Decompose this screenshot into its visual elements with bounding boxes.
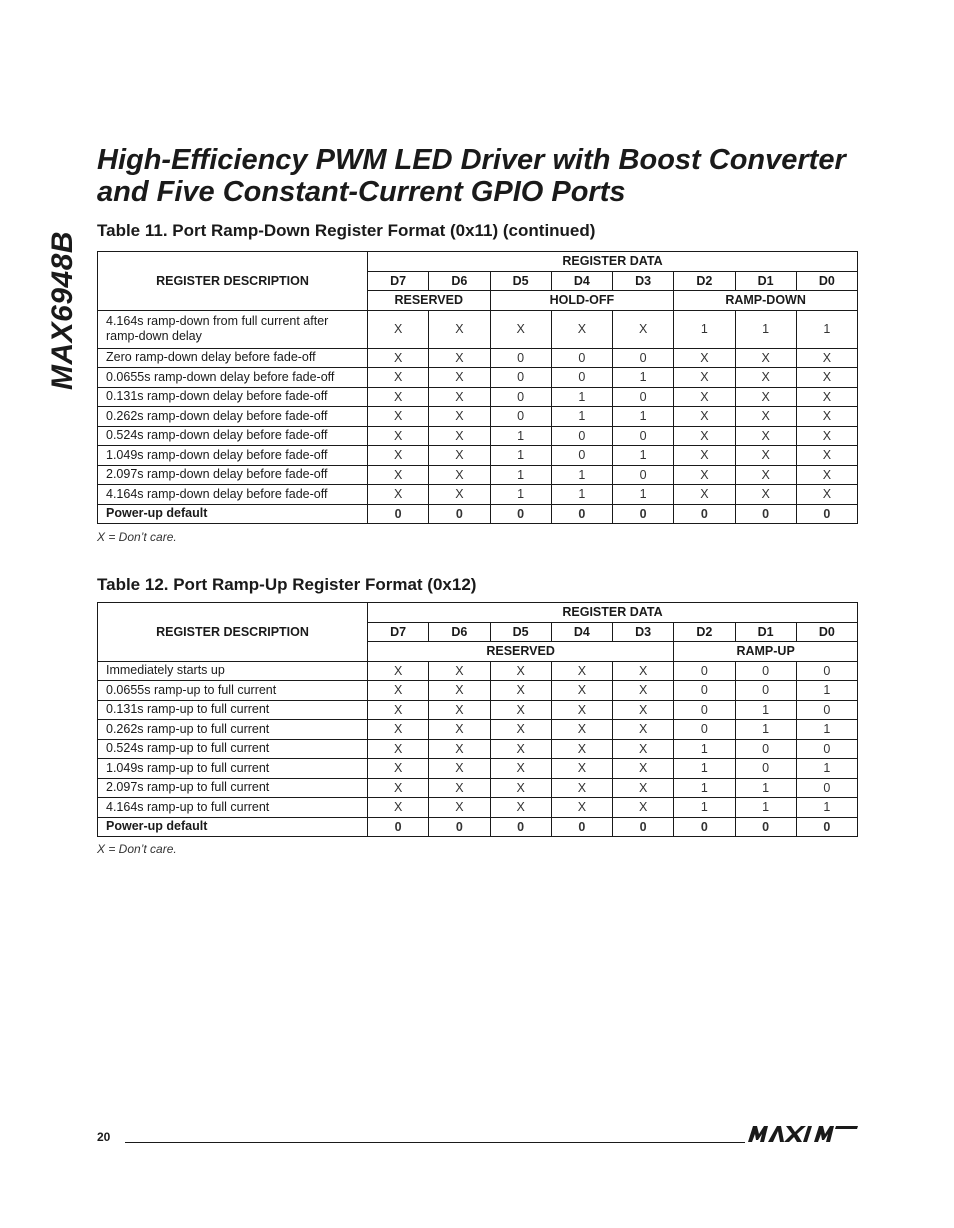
bit-value-cell: 0 bbox=[735, 681, 796, 701]
bit-value-cell: 1 bbox=[613, 485, 674, 505]
bit-value-cell: X bbox=[429, 720, 490, 740]
row-description: 1.049s ramp-down delay before fade-off bbox=[98, 446, 368, 466]
table11-caption: Table 11. Port Ramp-Down Register Format (0x11) (continued) bbox=[97, 221, 596, 240]
bit-value-cell: X bbox=[368, 465, 429, 485]
bit-value-cell: X bbox=[368, 348, 429, 368]
bit-value-cell: 0 bbox=[613, 387, 674, 407]
bit-value-cell: 1 bbox=[674, 798, 735, 818]
bit-value-cell: 1 bbox=[613, 446, 674, 466]
maxim-logo-icon bbox=[748, 1126, 858, 1142]
bit-value-cell: X bbox=[551, 720, 612, 740]
bit-value-cell: 1 bbox=[796, 681, 857, 701]
table11-data-header: REGISTER DATA bbox=[368, 252, 858, 272]
table-row bbox=[98, 720, 858, 740]
table12-bit-header: D2 bbox=[674, 622, 735, 642]
bit-value-cell: 0 bbox=[551, 817, 612, 837]
bit-value-cell: X bbox=[429, 798, 490, 818]
bit-value-cell: 0 bbox=[674, 817, 735, 837]
bit-value-cell: 1 bbox=[735, 720, 796, 740]
table12-bit-header: D4 bbox=[551, 622, 612, 642]
row-description: 1.049s ramp-up to full current bbox=[98, 759, 368, 779]
bit-value-cell: X bbox=[490, 681, 551, 701]
bit-value-cell: X bbox=[368, 485, 429, 505]
bit-value-cell: X bbox=[796, 407, 857, 427]
bit-value-cell: 0 bbox=[796, 817, 857, 837]
bit-value-cell: 0 bbox=[796, 739, 857, 759]
bit-value-cell: X bbox=[796, 426, 857, 446]
bit-value-cell: 1 bbox=[735, 798, 796, 818]
bit-value-cell: X bbox=[490, 778, 551, 798]
table12-bit-header: D5 bbox=[490, 622, 551, 642]
bit-value-cell: 1 bbox=[796, 798, 857, 818]
bit-value-cell: X bbox=[613, 759, 674, 779]
table-row bbox=[98, 310, 858, 348]
row-description: Zero ramp-down delay before fade-off bbox=[98, 348, 368, 368]
bit-value-cell: 0 bbox=[613, 504, 674, 524]
bit-value-cell: 0 bbox=[429, 817, 490, 837]
bit-value-cell: X bbox=[613, 700, 674, 720]
bit-value-cell: 1 bbox=[796, 759, 857, 779]
table12-bit-header: D0 bbox=[796, 622, 857, 642]
bit-value-cell: X bbox=[674, 368, 735, 388]
table-row bbox=[98, 700, 858, 720]
bit-value-cell: X bbox=[368, 720, 429, 740]
table11-bit-header: D5 bbox=[490, 271, 551, 291]
bit-value-cell: X bbox=[490, 310, 551, 348]
bit-value-cell: X bbox=[368, 778, 429, 798]
bit-value-cell: 0 bbox=[613, 348, 674, 368]
bit-value-cell: 0 bbox=[490, 368, 551, 388]
page-title: High-Efficiency PWM LED Driver with Boost Converter and Five Constant-Current GPIO Ports bbox=[97, 144, 846, 208]
bit-value-cell: 0 bbox=[674, 504, 735, 524]
bit-value-cell: X bbox=[796, 387, 857, 407]
bit-value-cell: X bbox=[429, 778, 490, 798]
table12-data-header: REGISTER DATA bbox=[368, 603, 858, 623]
bit-value-cell: X bbox=[674, 348, 735, 368]
bit-value-cell: X bbox=[551, 310, 612, 348]
bit-value-cell: 0 bbox=[796, 661, 857, 681]
bit-value-cell: X bbox=[796, 465, 857, 485]
bit-value-cell: X bbox=[551, 759, 612, 779]
bit-value-cell: X bbox=[490, 661, 551, 681]
bit-value-cell: 1 bbox=[613, 368, 674, 388]
bit-value-cell: 0 bbox=[674, 661, 735, 681]
table11-bit-header: D4 bbox=[551, 271, 612, 291]
bit-value-cell: X bbox=[674, 485, 735, 505]
bit-value-cell: 1 bbox=[735, 310, 796, 348]
bit-value-cell: X bbox=[429, 407, 490, 427]
table11-bit-header: D1 bbox=[735, 271, 796, 291]
row-description: 2.097s ramp-up to full current bbox=[98, 778, 368, 798]
bit-value-cell: 1 bbox=[735, 700, 796, 720]
bit-value-cell: X bbox=[429, 465, 490, 485]
table11-group-rampdown: RAMP-DOWN bbox=[674, 291, 858, 311]
table-row bbox=[98, 759, 858, 779]
table-row bbox=[98, 407, 858, 427]
bit-value-cell: X bbox=[674, 387, 735, 407]
bit-value-cell: X bbox=[796, 446, 857, 466]
bit-value-cell: X bbox=[429, 310, 490, 348]
bit-value-cell: X bbox=[490, 720, 551, 740]
bit-value-cell: 1 bbox=[551, 407, 612, 427]
table12-footnote: X = Don’t care. bbox=[97, 842, 177, 856]
bit-value-cell: X bbox=[551, 778, 612, 798]
bit-value-cell: X bbox=[368, 739, 429, 759]
bit-value-cell: 0 bbox=[735, 504, 796, 524]
bit-value-cell: 0 bbox=[613, 817, 674, 837]
bit-value-cell: X bbox=[613, 798, 674, 818]
side-part-number: MAX6948B bbox=[46, 230, 79, 390]
bit-value-cell: 0 bbox=[490, 407, 551, 427]
bit-value-cell: 0 bbox=[735, 759, 796, 779]
row-description: 0.0655s ramp-down delay before fade-off bbox=[98, 368, 368, 388]
bit-value-cell: 0 bbox=[674, 720, 735, 740]
bit-value-cell: 0 bbox=[613, 426, 674, 446]
bit-value-cell: X bbox=[429, 485, 490, 505]
bit-value-cell: X bbox=[429, 681, 490, 701]
bit-value-cell: 0 bbox=[551, 426, 612, 446]
bit-value-cell: X bbox=[551, 739, 612, 759]
bit-value-cell: 0 bbox=[490, 387, 551, 407]
bit-value-cell: X bbox=[735, 387, 796, 407]
bit-value-cell: X bbox=[613, 681, 674, 701]
bit-value-cell: X bbox=[796, 348, 857, 368]
bit-value-cell: X bbox=[368, 700, 429, 720]
table-row bbox=[98, 817, 858, 837]
table11-bit-header: D2 bbox=[674, 271, 735, 291]
bit-value-cell: 1 bbox=[551, 485, 612, 505]
bit-value-cell: X bbox=[429, 387, 490, 407]
bit-value-cell: 0 bbox=[735, 817, 796, 837]
bit-value-cell: X bbox=[368, 426, 429, 446]
bit-value-cell: X bbox=[368, 368, 429, 388]
row-description: Immediately starts up bbox=[98, 661, 368, 681]
bit-value-cell: X bbox=[674, 426, 735, 446]
table-row bbox=[98, 739, 858, 759]
bit-value-cell: 1 bbox=[551, 387, 612, 407]
bit-value-cell: 0 bbox=[735, 661, 796, 681]
bit-value-cell: X bbox=[490, 739, 551, 759]
table12-body bbox=[98, 661, 858, 837]
bit-value-cell: 1 bbox=[674, 759, 735, 779]
bit-value-cell: X bbox=[368, 661, 429, 681]
bit-value-cell: 0 bbox=[796, 778, 857, 798]
bit-value-cell: 0 bbox=[735, 739, 796, 759]
bit-value-cell: X bbox=[735, 407, 796, 427]
table12-desc-header: REGISTER DESCRIPTION bbox=[98, 603, 368, 662]
table-row bbox=[98, 681, 858, 701]
bit-value-cell: 1 bbox=[613, 407, 674, 427]
table-row bbox=[98, 446, 858, 466]
table11-group-holdoff: HOLD-OFF bbox=[490, 291, 674, 311]
bit-value-cell: 1 bbox=[490, 465, 551, 485]
table-row bbox=[98, 426, 858, 446]
bit-value-cell: X bbox=[674, 446, 735, 466]
bit-value-cell: X bbox=[613, 720, 674, 740]
table12-bit-header: D3 bbox=[613, 622, 674, 642]
table11-body bbox=[98, 310, 858, 524]
row-description: 0.131s ramp-down delay before fade-off bbox=[98, 387, 368, 407]
bit-value-cell: X bbox=[429, 700, 490, 720]
table-row bbox=[98, 348, 858, 368]
table11 bbox=[97, 251, 858, 524]
bit-value-cell: 0 bbox=[551, 368, 612, 388]
bit-value-cell: 0 bbox=[796, 700, 857, 720]
bit-value-cell: 1 bbox=[490, 485, 551, 505]
row-description: 0.524s ramp-down delay before fade-off bbox=[98, 426, 368, 446]
bit-value-cell: X bbox=[735, 426, 796, 446]
bit-value-cell: X bbox=[368, 387, 429, 407]
bit-value-cell: X bbox=[613, 739, 674, 759]
row-description: 0.262s ramp-up to full current bbox=[98, 720, 368, 740]
table-row bbox=[98, 387, 858, 407]
bit-value-cell: 0 bbox=[490, 348, 551, 368]
page-number: 20 bbox=[97, 1130, 111, 1144]
table12-bit-header: D6 bbox=[429, 622, 490, 642]
bit-value-cell: X bbox=[613, 310, 674, 348]
table12-caption: Table 12. Port Ramp-Up Register Format (0x12) bbox=[97, 575, 477, 594]
bit-value-cell: 1 bbox=[796, 310, 857, 348]
table11-bit-header: D7 bbox=[368, 271, 429, 291]
bit-value-cell: X bbox=[429, 661, 490, 681]
bit-value-cell: 0 bbox=[429, 504, 490, 524]
bit-value-cell: 1 bbox=[674, 310, 735, 348]
bit-value-cell: 0 bbox=[674, 700, 735, 720]
table12 bbox=[97, 602, 858, 837]
row-description: 4.164s ramp-down from full current after ramp-down delay bbox=[98, 310, 368, 348]
bit-value-cell: 0 bbox=[551, 446, 612, 466]
table12-group-rampup: RAMP-UP bbox=[674, 642, 858, 662]
bit-value-cell: X bbox=[368, 681, 429, 701]
bit-value-cell: 1 bbox=[674, 778, 735, 798]
bit-value-cell: X bbox=[429, 368, 490, 388]
bit-value-cell: X bbox=[735, 446, 796, 466]
bit-value-cell: X bbox=[613, 661, 674, 681]
bit-value-cell: 0 bbox=[674, 681, 735, 701]
table11-bit-header: D3 bbox=[613, 271, 674, 291]
bit-value-cell: 1 bbox=[796, 720, 857, 740]
bit-value-cell: X bbox=[735, 485, 796, 505]
bit-value-cell: 0 bbox=[551, 348, 612, 368]
row-description: Power-up default bbox=[98, 504, 368, 524]
bit-value-cell: X bbox=[551, 681, 612, 701]
table11-footnote: X = Don’t care. bbox=[97, 530, 177, 544]
bit-value-cell: X bbox=[674, 407, 735, 427]
bit-value-cell: 0 bbox=[551, 504, 612, 524]
table11-bit-header: D6 bbox=[429, 271, 490, 291]
bit-value-cell: X bbox=[551, 798, 612, 818]
table11-desc-header: REGISTER DESCRIPTION bbox=[98, 252, 368, 311]
bit-value-cell: X bbox=[490, 700, 551, 720]
bit-value-cell: 1 bbox=[551, 465, 612, 485]
table-row bbox=[98, 778, 858, 798]
bit-value-cell: X bbox=[735, 368, 796, 388]
bit-value-cell: X bbox=[368, 798, 429, 818]
bit-value-cell: X bbox=[368, 407, 429, 427]
row-description: 0.262s ramp-down delay before fade-off bbox=[98, 407, 368, 427]
table12-group-reserved: RESERVED bbox=[368, 642, 674, 662]
bit-value-cell: X bbox=[735, 465, 796, 485]
bit-value-cell: X bbox=[429, 348, 490, 368]
bit-value-cell: X bbox=[429, 759, 490, 779]
row-description: 2.097s ramp-down delay before fade-off bbox=[98, 465, 368, 485]
bit-value-cell: X bbox=[429, 426, 490, 446]
bit-value-cell: 0 bbox=[490, 817, 551, 837]
bit-value-cell: X bbox=[490, 759, 551, 779]
bit-value-cell: X bbox=[490, 798, 551, 818]
table-row bbox=[98, 368, 858, 388]
bit-value-cell: X bbox=[796, 485, 857, 505]
table-row bbox=[98, 485, 858, 505]
table11-bit-header: D0 bbox=[796, 271, 857, 291]
bit-value-cell: 0 bbox=[613, 465, 674, 485]
table11-group-reserved: RESERVED bbox=[368, 291, 491, 311]
bit-value-cell: X bbox=[551, 700, 612, 720]
bit-value-cell: X bbox=[368, 310, 429, 348]
bit-value-cell: X bbox=[735, 348, 796, 368]
bit-value-cell: 0 bbox=[490, 504, 551, 524]
bit-value-cell: X bbox=[674, 465, 735, 485]
bit-value-cell: X bbox=[429, 446, 490, 466]
row-description: 0.131s ramp-up to full current bbox=[98, 700, 368, 720]
bit-value-cell: X bbox=[551, 661, 612, 681]
bit-value-cell: X bbox=[796, 368, 857, 388]
row-description: Power-up default bbox=[98, 817, 368, 837]
footer-rule bbox=[125, 1142, 745, 1143]
bit-value-cell: 1 bbox=[674, 739, 735, 759]
bit-value-cell: X bbox=[368, 446, 429, 466]
row-description: 4.164s ramp-down delay before fade-off bbox=[98, 485, 368, 505]
table-row bbox=[98, 798, 858, 818]
row-description: 0.524s ramp-up to full current bbox=[98, 739, 368, 759]
table12-bit-header: D7 bbox=[368, 622, 429, 642]
row-description: 0.0655s ramp-up to full current bbox=[98, 681, 368, 701]
table-row bbox=[98, 504, 858, 524]
bit-value-cell: 0 bbox=[368, 817, 429, 837]
table12-bit-header: D1 bbox=[735, 622, 796, 642]
bit-value-cell: 1 bbox=[735, 778, 796, 798]
bit-value-cell: 1 bbox=[490, 426, 551, 446]
bit-value-cell: X bbox=[429, 739, 490, 759]
row-description: 4.164s ramp-up to full current bbox=[98, 798, 368, 818]
bit-value-cell: 0 bbox=[368, 504, 429, 524]
bit-value-cell: X bbox=[368, 759, 429, 779]
bit-value-cell: 1 bbox=[490, 446, 551, 466]
table-row bbox=[98, 465, 858, 485]
bit-value-cell: X bbox=[613, 778, 674, 798]
table-row bbox=[98, 661, 858, 681]
bit-value-cell: 0 bbox=[796, 504, 857, 524]
